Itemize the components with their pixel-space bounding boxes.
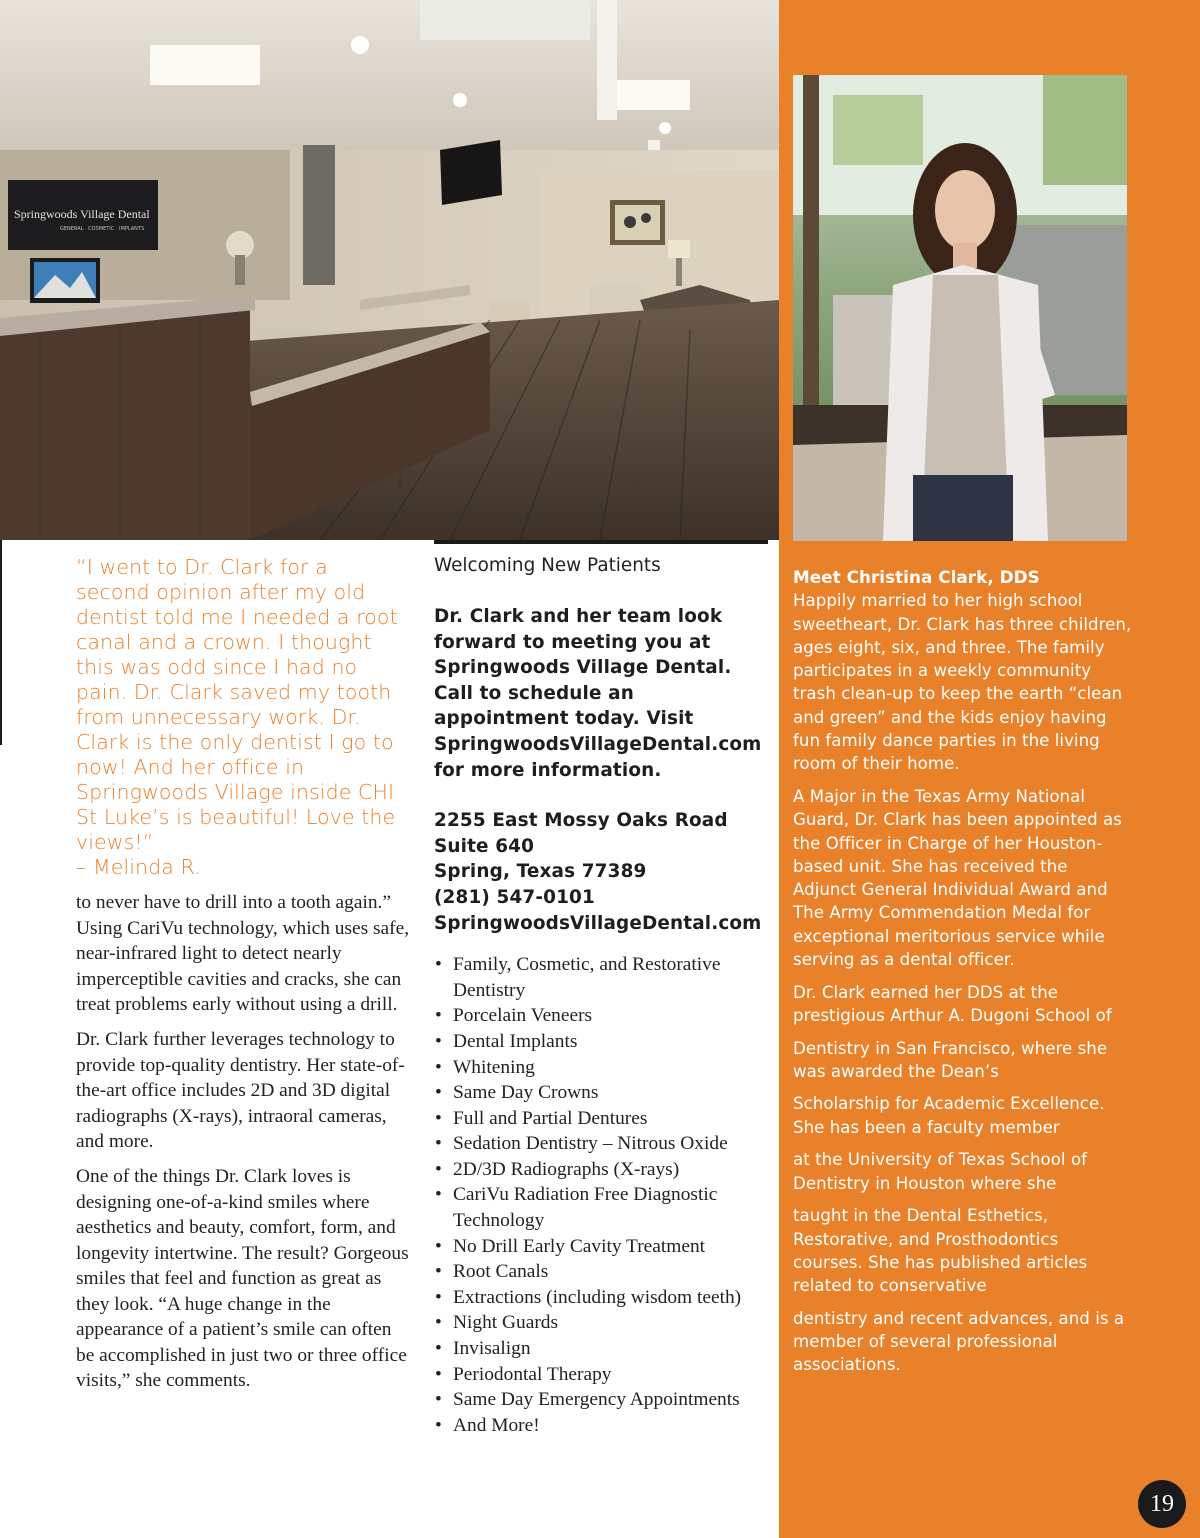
lobby-sign-name: Springwoods Village Dental bbox=[14, 207, 150, 221]
suite-number: Suite 640 bbox=[434, 835, 535, 857]
service-item: • CariVu Radiation Free Diagnostic Technology bbox=[434, 1182, 770, 1233]
bio-paragraph: Dentistry in San Francisco, where she was awarded the Dean’s bbox=[793, 1038, 1108, 1081]
body-paragraph: Dr. Clark further leverages technology to provide top-quality dentistry. Her state-of-the-art office includes 2D and 3D digital radiographs (X-rays), intraoral cameras, and more. bbox=[76, 1029, 405, 1152]
bio-paragraph: taught in the Dental Esthetics, Restorative, and Prosthodontics courses. She has published articles related to conservative bbox=[793, 1206, 1088, 1296]
service-item: • Family, Cosmetic, and Restorative Dentistry bbox=[434, 952, 770, 1003]
testimonial-pull-quote bbox=[76, 555, 406, 880]
middle-column-rule bbox=[434, 540, 768, 544]
service-item: • Sedation Dentistry – Nitrous Oxide bbox=[434, 1131, 770, 1157]
street-address: 2255 East Mossy Oaks Road bbox=[434, 810, 728, 832]
new-patients-heading: Welcoming New Patients bbox=[434, 555, 661, 576]
body-paragraph: One of the things Dr. Clark loves is designing one-of-a-kind smiles where aesthetics and beauty, comfort, form, and longevity intertwine. The result? Gorgeous smiles that feel and function as great as they look. “A huge change in the appearance of a patient’s smile can often be accomplished in just two or three office visits,” she comments. bbox=[76, 1166, 409, 1391]
left-margin-rule bbox=[0, 540, 2, 745]
right-bio-column bbox=[793, 566, 1133, 1386]
service-item: • Extractions (including wisdom teeth) bbox=[434, 1285, 770, 1311]
bio-paragraph: dentistry and recent advances, and is a member of several professional associations. bbox=[793, 1308, 1125, 1375]
service-item: • Same Day Emergency Appointments bbox=[434, 1387, 770, 1413]
body-paragraph: to never have to drill into a tooth again.” Using CariVu technology, which uses safe, near-infrared light to detect nearly imperceptible cavities and cracks, she can treat problems early without using a drill. bbox=[76, 892, 410, 1015]
page-number-badge: 19 bbox=[1138, 1480, 1186, 1528]
service-item: • Periodontal Therapy bbox=[434, 1362, 770, 1388]
bio-paragraph: A Major in the Texas Army National Guard, Dr. Clark has been appointed as the Officer in Charge of her Houston-based unit. She has received the Adjunct General Individual Award and The Army Commendation Medal for exceptional meritorious service while serving as a dental officer. bbox=[793, 786, 1122, 970]
website-link[interactable]: SpringwoodsVillageDental.com bbox=[434, 912, 762, 934]
city-state-zip: Spring, Texas 77389 bbox=[434, 861, 647, 883]
service-item: • Root Canals bbox=[434, 1259, 770, 1285]
services-list bbox=[434, 952, 770, 1438]
bio-heading: Meet Christina Clark, DDS bbox=[793, 567, 1040, 587]
office-lobby-photo bbox=[0, 0, 779, 540]
service-item: • Porcelain Veneers bbox=[434, 1003, 770, 1029]
service-item: • Night Guards bbox=[434, 1310, 770, 1336]
testimonial-attribution: – Melinda R. bbox=[76, 855, 201, 879]
bio-paragraph: Scholarship for Academic Excellence. She has been a faculty member bbox=[793, 1094, 1105, 1137]
service-item: • Full and Partial Dentures bbox=[434, 1106, 770, 1132]
bio-paragraph: Dr. Clark earned her DDS at the prestigious Arthur A. Dugoni School of bbox=[793, 982, 1112, 1025]
appointment-call-to-action: Dr. Clark and her team look forward to meeting you at Springwoods Village Dental. Call to schedule an appointment today. Visit SpringwoodsVillageDental.com for more information. bbox=[434, 606, 762, 781]
service-item: • No Drill Early Cavity Treatment bbox=[434, 1234, 770, 1260]
dr-clark-portrait-photo bbox=[793, 75, 1127, 541]
testimonial-text: “I went to Dr. Clark for a second opinion after my old dentist told me I needed a root canal and a crown. I thought this was odd since I had no pain. Dr. Clark saved my tooth from unnecessary work. Dr. Clark is the only dentist I go to now! And her office in Springwoods Village inside CHI St Luke’s is beautiful! Love the views!” bbox=[76, 555, 398, 854]
service-item: • Whitening bbox=[434, 1055, 770, 1081]
service-item: • And More! bbox=[434, 1413, 770, 1439]
service-item: • 2D/3D Radiographs (X-rays) bbox=[434, 1157, 770, 1183]
bio-paragraph: at the University of Texas School of Dentistry in Houston where she bbox=[793, 1150, 1088, 1193]
bio-paragraph: Happily married to her high school sweetheart, Dr. Clark has three children, ages eight, six, and three. The family participates in a weekly community trash clean-up to keep the earth “clean and green” and the kids enjoy having fun family dance parties in the living room of their home. bbox=[793, 591, 1132, 774]
left-body-column bbox=[76, 890, 411, 1403]
service-item: • Dental Implants bbox=[434, 1029, 770, 1055]
middle-column bbox=[434, 553, 770, 1438]
phone-number: (281) 547-0101 bbox=[434, 886, 595, 908]
service-item: • Same Day Crowns bbox=[434, 1080, 770, 1106]
lobby-sign-tagline: GENERAL · COSMETIC · IMPLANTS bbox=[60, 226, 145, 232]
service-item: • Invisalign bbox=[434, 1336, 770, 1362]
contact-block bbox=[434, 808, 770, 936]
